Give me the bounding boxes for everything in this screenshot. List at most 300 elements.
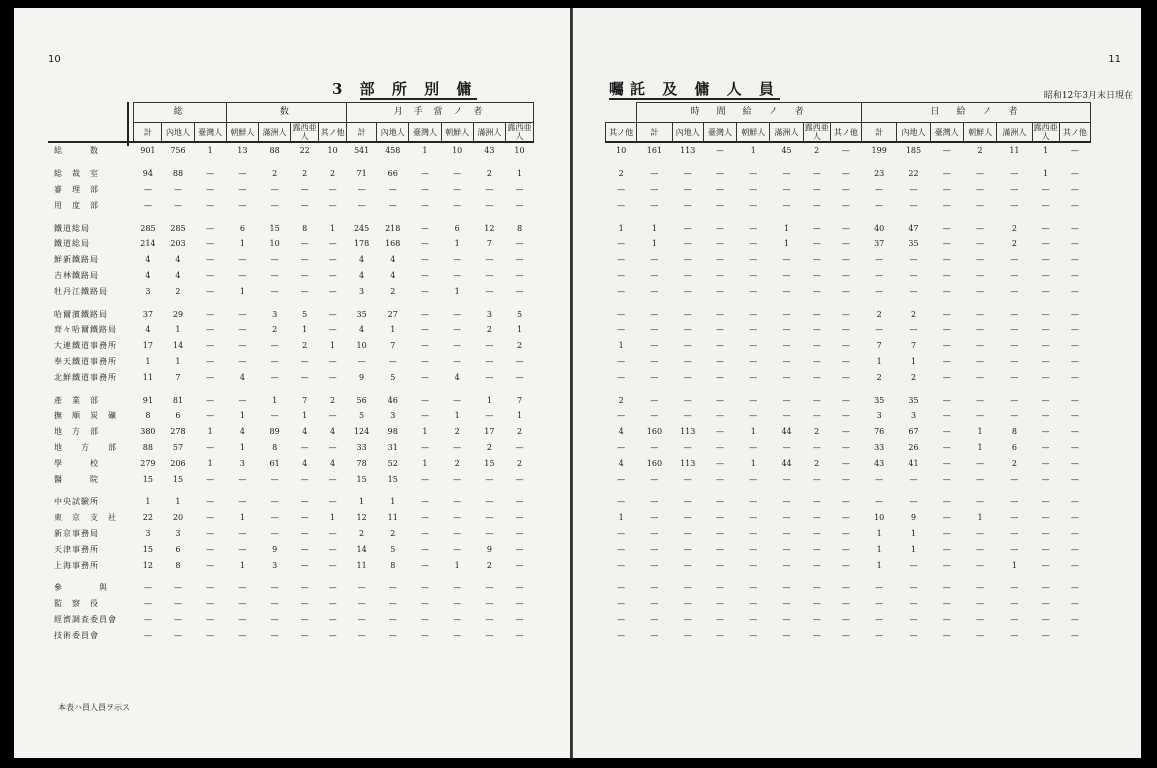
- table-cell: —: [683, 223, 692, 233]
- table-cell: 8: [272, 442, 278, 452]
- table-cell: —: [909, 560, 918, 570]
- table-cell: —: [782, 583, 791, 593]
- table-cell: —: [715, 309, 724, 319]
- table-cell: —: [683, 544, 692, 554]
- table-cell: 2: [516, 427, 523, 437]
- table-cell: 6: [175, 411, 181, 421]
- table-cell: 6: [454, 223, 460, 233]
- row-label: 哈爾濱鐵路局: [54, 309, 108, 319]
- column-header: 計: [861, 123, 896, 143]
- table-cell: 37: [142, 309, 153, 319]
- table-row: [48, 455, 534, 471]
- table-cell: 1: [876, 528, 882, 538]
- table-cell: —: [1041, 630, 1050, 640]
- table-cell: —: [238, 255, 247, 265]
- table-cell: 11: [356, 560, 367, 570]
- table-cell: —: [942, 513, 951, 523]
- table-cell: —: [976, 630, 985, 640]
- table-row: [606, 252, 1091, 268]
- table-cell: —: [942, 474, 951, 484]
- table-cell: 1: [454, 286, 460, 296]
- title-text-right: 囑託 及 傭 人 員: [609, 80, 780, 98]
- table-cell: —: [485, 184, 494, 194]
- column-header: 內地人: [377, 123, 409, 143]
- left-footnote: 本表ハ員人員ヲ示ス: [58, 703, 130, 712]
- table-cell: —: [976, 528, 985, 538]
- table-cell: —: [357, 614, 366, 624]
- column-header: 露西亜人: [1033, 123, 1058, 141]
- table-cell: —: [1070, 411, 1079, 421]
- table-row: [48, 424, 534, 440]
- table-row: [48, 627, 534, 643]
- table-cell: —: [270, 341, 279, 351]
- table-cell: —: [976, 341, 985, 351]
- table-cell: —: [143, 614, 152, 624]
- table-cell: 4: [302, 427, 308, 437]
- table-cell: —: [715, 599, 724, 609]
- table-cell: —: [1041, 458, 1050, 468]
- table-cell: —: [328, 325, 337, 335]
- table-cell: —: [485, 200, 494, 210]
- table-cell: —: [683, 325, 692, 335]
- row-label: 上海事務所: [54, 560, 99, 570]
- table-cell: —: [942, 270, 951, 280]
- table-cell: —: [238, 395, 247, 405]
- table-cell: —: [976, 458, 985, 468]
- table-row: [606, 471, 1091, 487]
- table-cell: —: [812, 599, 821, 609]
- table-cell: 2: [272, 325, 278, 335]
- table-cell: —: [617, 630, 626, 640]
- table-cell: —: [300, 184, 309, 194]
- table-cell: —: [1041, 395, 1050, 405]
- table-cell: —: [206, 411, 215, 421]
- table-cell: 1: [876, 560, 882, 570]
- column-header: 其ノ他: [1059, 123, 1090, 143]
- table-cell: 5: [359, 411, 365, 421]
- table-cell: —: [1041, 184, 1050, 194]
- table-cell: —: [1010, 411, 1019, 421]
- table-cell: —: [942, 583, 951, 593]
- table-cell: —: [143, 583, 152, 593]
- table-cell: —: [1010, 270, 1019, 280]
- table-cell: 29: [172, 309, 184, 319]
- table-cell: 1: [390, 497, 396, 507]
- table-cell: —: [1041, 200, 1050, 210]
- table-cell: —: [1041, 544, 1050, 554]
- table-cell: —: [1041, 583, 1050, 593]
- table-cell: 1: [1043, 146, 1049, 156]
- table-cell: —: [300, 200, 309, 210]
- table-cell: —: [515, 583, 524, 593]
- table-cell: —: [683, 270, 692, 280]
- table-cell: —: [1041, 614, 1050, 624]
- column-header: 臺灣人: [409, 123, 441, 143]
- table-cell: —: [485, 474, 494, 484]
- table-cell: —: [238, 528, 247, 538]
- spacer-row: [48, 487, 534, 494]
- table-cell: —: [782, 544, 791, 554]
- table-cell: 10: [452, 146, 463, 156]
- table-cell: —: [942, 630, 951, 640]
- table-cell: 22: [142, 513, 153, 523]
- table-cell: —: [749, 513, 758, 523]
- table-cell: —: [749, 544, 758, 554]
- table-cell: 1: [876, 356, 882, 366]
- table-cell: 206: [170, 458, 186, 468]
- table-cell: 5: [516, 309, 523, 319]
- table-cell: 5: [302, 309, 308, 319]
- table-cell: 2: [910, 309, 917, 319]
- table-cell: —: [1010, 200, 1019, 210]
- table-cell: —: [453, 599, 462, 609]
- table-cell: 7: [876, 341, 882, 351]
- table-cell: —: [909, 200, 918, 210]
- table-cell: —: [270, 372, 279, 382]
- table-cell: —: [782, 270, 791, 280]
- table-cell: —: [173, 583, 182, 593]
- table-cell: 1: [910, 528, 917, 538]
- table-cell: 11: [387, 513, 398, 523]
- table-cell: 15: [484, 458, 495, 468]
- table-cell: —: [1070, 356, 1079, 366]
- column-header: 滿洲人: [997, 123, 1032, 143]
- table-cell: —: [650, 309, 659, 319]
- column-header: 其ノ他: [606, 123, 637, 143]
- table-cell: —: [270, 497, 279, 507]
- table-cell: —: [206, 497, 215, 507]
- table-cell: —: [812, 325, 821, 335]
- table-cell: —: [388, 614, 397, 624]
- table-cell: —: [238, 474, 247, 484]
- table-cell: —: [1041, 372, 1050, 382]
- table-cell: —: [1070, 528, 1079, 538]
- column-header: 朝鮮人: [737, 123, 770, 143]
- table-cell: —: [206, 528, 215, 538]
- table-cell: —: [875, 474, 884, 484]
- table-cell: —: [812, 544, 821, 554]
- table-cell: —: [328, 614, 337, 624]
- table-cell: 7: [486, 239, 492, 249]
- column-header: 內地人: [897, 123, 930, 143]
- table-cell: —: [515, 630, 524, 640]
- table-cell: —: [206, 286, 215, 296]
- table-cell: —: [942, 255, 951, 265]
- table-cell: 35: [874, 395, 885, 405]
- table-cell: 47: [908, 223, 919, 233]
- table-cell: —: [782, 474, 791, 484]
- table-cell: 4: [390, 255, 396, 265]
- table-cell: —: [328, 474, 337, 484]
- row-label: 吉林鐵路局: [54, 270, 99, 280]
- table-cell: —: [420, 309, 429, 319]
- table-cell: —: [749, 583, 758, 593]
- table-cell: —: [206, 560, 215, 570]
- table-cell: —: [683, 395, 692, 405]
- table-cell: —: [270, 411, 279, 421]
- table-cell: —: [812, 286, 821, 296]
- table-cell: —: [976, 583, 985, 593]
- table-cell: —: [453, 309, 462, 319]
- table-cell: —: [238, 599, 247, 609]
- table-cell: —: [1070, 583, 1079, 593]
- table-cell: 1: [454, 411, 460, 421]
- table-cell: —: [515, 599, 524, 609]
- table-cell: —: [420, 411, 429, 421]
- table-cell: —: [1010, 497, 1019, 507]
- table-cell: —: [515, 372, 524, 382]
- table-row: [48, 526, 534, 542]
- spacer-row: [606, 385, 1091, 392]
- table-cell: —: [841, 372, 850, 382]
- table-cell: —: [515, 474, 524, 484]
- table-cell: —: [1070, 286, 1079, 296]
- table-cell: 113: [680, 146, 696, 156]
- spacer-row: [48, 385, 534, 392]
- table-cell: —: [683, 184, 692, 194]
- table-cell: 94: [142, 169, 153, 179]
- table-cell: —: [357, 200, 366, 210]
- table-cell: —: [715, 372, 724, 382]
- table-cell: —: [206, 474, 215, 484]
- table-cell: —: [1010, 356, 1019, 366]
- table-cell: —: [1070, 341, 1079, 351]
- table-cell: —: [420, 341, 429, 351]
- table-cell: 67: [908, 427, 919, 437]
- table-row: [48, 268, 534, 284]
- row-label: 総 裁 室: [54, 169, 99, 179]
- table-cell: 14: [356, 544, 367, 554]
- table-cell: 4: [359, 325, 365, 335]
- right-page-number: 11: [1108, 54, 1121, 65]
- table-cell: —: [328, 270, 337, 280]
- table-cell: —: [453, 614, 462, 624]
- row-label: 地 方 部: [54, 427, 99, 437]
- spacer-cell: [48, 385, 534, 392]
- table-cell: —: [650, 528, 659, 538]
- table-row: [606, 612, 1091, 628]
- table-cell: 214: [140, 239, 156, 249]
- table-cell: —: [942, 614, 951, 624]
- table-cell: —: [841, 513, 850, 523]
- table-cell: —: [1010, 372, 1019, 382]
- table-cell: —: [812, 513, 821, 523]
- column-header: 朝鮮人: [441, 123, 473, 143]
- table-cell: —: [1070, 270, 1079, 280]
- group-header-row: [48, 103, 534, 123]
- table-cell: —: [841, 184, 850, 194]
- row-label: 新京事務局: [54, 528, 99, 538]
- table-cell: —: [388, 200, 397, 210]
- table-cell: —: [617, 309, 626, 319]
- table-cell: —: [782, 528, 791, 538]
- table-cell: 22: [908, 169, 919, 179]
- column-header: 計: [637, 123, 672, 143]
- table-cell: —: [1041, 325, 1050, 335]
- table-cell: —: [812, 239, 821, 249]
- table-cell: —: [875, 614, 884, 624]
- table-cell: —: [515, 497, 524, 507]
- table-cell: —: [1041, 309, 1050, 319]
- table-cell: 12: [484, 223, 495, 233]
- table-cell: 901: [140, 146, 156, 156]
- table-cell: 199: [871, 146, 887, 156]
- table-cell: —: [1070, 442, 1079, 452]
- table-cell: —: [942, 146, 951, 156]
- table-cell: —: [976, 544, 985, 554]
- table-cell: —: [270, 200, 279, 210]
- table-cell: —: [909, 184, 918, 194]
- table-cell: —: [650, 442, 659, 452]
- table-cell: —: [420, 544, 429, 554]
- table-cell: 8: [302, 223, 308, 233]
- table-cell: —: [1070, 544, 1079, 554]
- table-cell: —: [143, 184, 152, 194]
- table-row: [606, 580, 1091, 596]
- table-cell: —: [875, 583, 884, 593]
- table-cell: —: [841, 356, 850, 366]
- table-cell: 4: [145, 255, 151, 265]
- table-cell: 1: [977, 427, 983, 437]
- table-cell: —: [420, 325, 429, 335]
- table-row: [48, 283, 534, 299]
- table-cell: —: [270, 255, 279, 265]
- table-cell: —: [841, 614, 850, 624]
- table-cell: —: [206, 325, 215, 335]
- table-cell: 43: [484, 146, 495, 156]
- title-text-left: 部 所 別 傭: [359, 80, 478, 98]
- table-cell: —: [1010, 583, 1019, 593]
- table-cell: —: [942, 184, 951, 194]
- table-cell: —: [976, 411, 985, 421]
- table-cell: —: [270, 528, 279, 538]
- table-cell: —: [453, 169, 462, 179]
- table-cell: —: [715, 583, 724, 593]
- table-cell: —: [812, 528, 821, 538]
- table-cell: 1: [175, 325, 181, 335]
- table-cell: —: [1010, 325, 1019, 335]
- table-cell: —: [420, 239, 429, 249]
- table-cell: —: [1070, 474, 1079, 484]
- table-cell: —: [206, 599, 215, 609]
- table-cell: —: [300, 255, 309, 265]
- table-cell: —: [841, 223, 850, 233]
- table-cell: —: [812, 200, 821, 210]
- column-header: 滿洲人: [473, 123, 505, 143]
- table-cell: —: [238, 309, 247, 319]
- table-cell: —: [515, 200, 524, 210]
- table-cell: —: [485, 583, 494, 593]
- table-cell: 541: [353, 146, 370, 156]
- table-cell: 1: [272, 395, 278, 405]
- table-row: [606, 627, 1091, 643]
- table-cell: —: [238, 583, 247, 593]
- table-cell: —: [841, 341, 850, 351]
- table-cell: —: [749, 169, 758, 179]
- table-cell: 1: [784, 223, 790, 233]
- row-label: 學 校: [54, 458, 99, 468]
- spacer-row: [606, 159, 1091, 166]
- table-cell: —: [909, 599, 918, 609]
- table-cell: —: [650, 372, 659, 382]
- table-cell: 161: [646, 146, 663, 156]
- table-cell: 4: [175, 270, 181, 280]
- table-cell: —: [749, 442, 758, 452]
- table-cell: 2: [486, 169, 492, 179]
- table-cell: —: [238, 544, 247, 554]
- table-cell: —: [357, 630, 366, 640]
- table-cell: 5: [390, 372, 396, 382]
- table-cell: —: [515, 513, 524, 523]
- table-cell: —: [683, 200, 692, 210]
- table-cell: —: [300, 599, 309, 609]
- table-cell: 8: [145, 411, 151, 421]
- table-cell: 15: [142, 474, 153, 484]
- table-cell: —: [206, 630, 215, 640]
- table-cell: 5: [390, 544, 396, 554]
- table-cell: —: [782, 372, 791, 382]
- table-cell: —: [206, 270, 215, 280]
- table-cell: 1: [239, 286, 245, 296]
- table-cell: —: [617, 560, 626, 570]
- table-cell: —: [420, 583, 429, 593]
- table-cell: 2: [175, 286, 181, 296]
- table-cell: —: [300, 474, 309, 484]
- spacer-cell: [606, 213, 1091, 220]
- table-cell: —: [812, 411, 821, 421]
- table-row: [606, 142, 1091, 159]
- table-cell: —: [715, 223, 724, 233]
- table-cell: —: [485, 630, 494, 640]
- table-row: [48, 541, 534, 557]
- table-cell: —: [1010, 341, 1019, 351]
- table-cell: —: [976, 270, 985, 280]
- table-cell: 3: [390, 411, 396, 421]
- row-label: 北鮮鐵道事務所: [54, 372, 117, 382]
- table-cell: —: [617, 255, 626, 265]
- table-cell: 1: [910, 544, 917, 554]
- table-cell: 61: [269, 458, 280, 468]
- table-cell: 1: [175, 356, 181, 366]
- row-label: 監 察 役: [54, 599, 99, 609]
- table-cell: 10: [616, 146, 627, 156]
- table-cell: —: [749, 223, 758, 233]
- column-header: 露西亜人: [804, 123, 829, 141]
- table-cell: —: [328, 309, 337, 319]
- table-cell: —: [909, 325, 918, 335]
- spacer-row: [606, 573, 1091, 580]
- table-cell: —: [515, 184, 524, 194]
- table-cell: —: [749, 599, 758, 609]
- table-cell: —: [485, 372, 494, 382]
- column-header: 滿洲人: [259, 123, 291, 143]
- table-cell: —: [875, 270, 884, 280]
- table-cell: —: [328, 411, 337, 421]
- table-cell: —: [812, 474, 821, 484]
- table-cell: 2: [516, 458, 523, 468]
- table-cell: —: [617, 372, 626, 382]
- table-cell: 168: [385, 239, 401, 249]
- table-cell: —: [841, 395, 850, 405]
- table-cell: —: [683, 255, 692, 265]
- table-cell: —: [143, 630, 152, 640]
- table-cell: —: [328, 200, 337, 210]
- table-cell: —: [782, 630, 791, 640]
- table-row: [48, 338, 534, 354]
- table-row: [606, 197, 1091, 213]
- table-cell: —: [617, 528, 626, 538]
- table-cell: —: [909, 255, 918, 265]
